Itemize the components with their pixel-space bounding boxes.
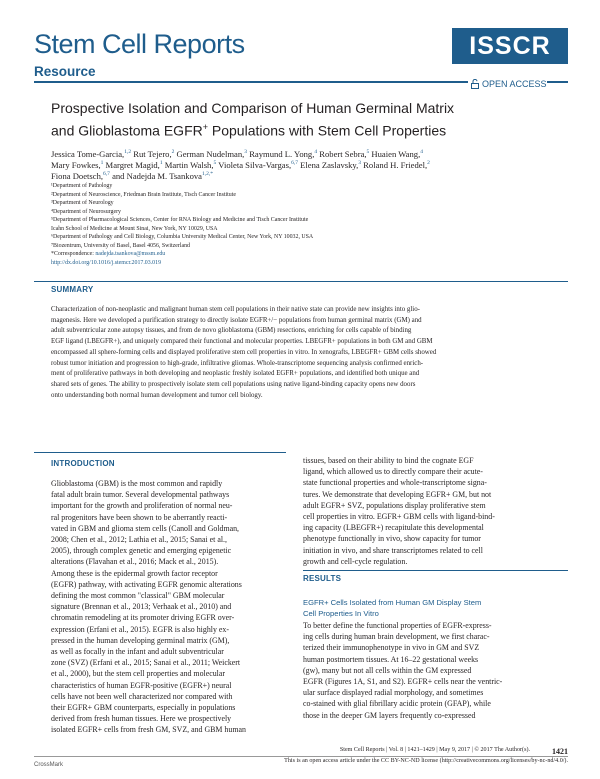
affiliation: ⁷Biozentrum, University of Basel, Basel 4056, Switzerland	[51, 242, 190, 249]
introduction-line: growth and cell-cycle regulation.	[303, 556, 408, 566]
author-text: Rut Tejero,	[131, 148, 172, 159]
introduction-line: fatal adult brain tumor. Several developmental pathways	[51, 490, 230, 500]
author-affiliation-marker: 5	[213, 160, 217, 166]
summary-line: shared sets of genes. The ability to prospectively isolate stem cell populations using native ligand-binding capacity opens new doors	[51, 380, 416, 388]
introduction-line: their EGFR+ GBM counterparts, especially in populations	[51, 703, 236, 713]
introduction-line: cell properties in vitro. EGFR+ GBM cells with ligand-bind-	[303, 512, 495, 522]
affiliation: ⁴Department of Neurosurgery	[51, 208, 121, 215]
author-text: and Nadejda M. Tsankova	[109, 170, 202, 181]
introduction-line: ral progenitors have been shown to be aberrantly reacti-	[51, 512, 228, 522]
introduction-line: cells have not been well characterized nor compared with	[51, 691, 233, 701]
affiliation: ¹Department of Pathology	[51, 183, 113, 189]
doi-link[interactable]: http://dx.doi.org/10.1016/j.stemcr.2017.03.019	[51, 259, 162, 266]
correspondence-email-link[interactable]: nadejda.tsankova@mssm.edu	[95, 251, 166, 257]
summary-line: magenesis. Here we developed a purification strategy to directly isolate EGFR+/− populations from human germinal matrix (GM) and	[51, 316, 422, 324]
introduction-line: alterations (Flavahan et al., 2016; Mack et al., 2015).	[51, 557, 219, 567]
introduction-line: isolated EGFR+ cells from fresh GM, SVZ, and GBM human	[51, 725, 246, 735]
introduction-line: Among these is the epidermal growth factor receptor	[51, 568, 218, 578]
results-line: ing cells during human brain development, we first charac-	[303, 632, 490, 642]
section-label: Resource	[34, 64, 96, 79]
introduction-line: phenotype functionally in vivo, show capacity for tumor	[303, 534, 481, 544]
summary-line: EGF ligand (LBEGFR+), and uniquely compared their functional and molecular properties. LBEGFR+ populations in both GM and GBM	[51, 338, 433, 346]
introduction-line: characteristics of human EGFR-positive (EGFR+) neural	[51, 680, 232, 690]
introduction-line: 2005), through complex genetic and emerging epigenetic	[51, 546, 232, 556]
author-text: Raymund L. Yong,	[247, 148, 315, 159]
introduction-line: defining the most common "classical" GBM molecular	[51, 591, 225, 601]
introduction-rule	[34, 452, 286, 453]
affiliation: ²Department of Neuroscience, Friedman Brain Institute, Tisch Cancer Institute	[51, 191, 236, 198]
introduction-heading: INTRODUCTION	[51, 459, 115, 468]
author-text: Fiona Doetsch,	[51, 170, 104, 181]
author-line-3	[51, 169, 571, 182]
author-affiliation-marker: 3	[358, 160, 362, 166]
results-line: co-stained with glial fibrillary acidic protein (GFAP), while	[303, 699, 491, 709]
introduction-left-column	[51, 478, 286, 736]
results-line: ular surface displayed radial morphology, and sometimes	[303, 688, 484, 698]
introduction-line: 2008; Chen et al., 2012; Lathia et al., 2015; Sanai et al.,	[51, 535, 227, 545]
introduction-line: tissues, based on their ability to bind the cognate EGF	[303, 456, 474, 465]
author-text: Jessica Tome-Garcia,	[51, 148, 125, 159]
results-line: To better define the functional properties of EGFR-express-	[303, 621, 492, 630]
summary-line: onto understanding both normal human development and tumor cell biology.	[51, 391, 263, 399]
introduction-line: signature (Brennan et al., 2013; Verhaak et al., 2010) and	[51, 602, 232, 612]
results-line: (gw), many but not all cells within the GM expressed	[303, 665, 472, 675]
author-affiliation-marker: 5	[366, 149, 370, 155]
introduction-line: as well as focally in the infant and adult subventricular	[51, 647, 224, 657]
author-affiliation-marker: 6,7	[291, 160, 298, 166]
author-affiliation-marker: 1,2	[124, 149, 132, 155]
introduction-line: chromatin remodeling at its promoter driving EGFR over-	[51, 613, 235, 623]
introduction-line: state functional properties and whole-transcriptome signa-	[303, 478, 487, 488]
introduction-line: vated in GBM and glioma stem cells (Canoll and Goldman,	[51, 523, 240, 533]
introduction-line: pressed in the human developing germinal matrix (GM),	[51, 635, 230, 645]
affiliation: ³Department of Neurology	[51, 200, 114, 206]
introduction-line: tures. We demonstrate that developing EGFR+ GM, but not	[303, 489, 492, 499]
summary-rule	[34, 281, 568, 282]
open-access-label: OPEN ACCESS	[482, 79, 547, 89]
results-rule	[303, 570, 568, 571]
author-text: Roland H. Friedel,	[361, 159, 428, 170]
author-text: German Nudelman,	[174, 148, 245, 159]
page-number: 1421	[552, 747, 568, 756]
introduction-line: adult EGFR+ SVZ, populations display proliferative stem	[303, 500, 486, 510]
author-text: Mary Fowkes,	[51, 159, 101, 170]
footer-citation: Stem Cell Reports | Vol. 8 | 1421–1429 | May 9, 2017 | © 2017 The Author(s).	[339, 747, 530, 753]
introduction-line: zone (SVZ) (Erfani et al., 2015; Sanai et al., 2011; Weickert	[51, 658, 241, 668]
introduction-line: initiation in vivo, and share transcriptomes related to cell	[303, 545, 483, 555]
summary-line: robust tumor initiation and progression to high-grade, infiltrative gliomas. Whole-transcriptome sequencing analysis confirmed enrich-	[51, 359, 424, 367]
journal-name: Stem Cell Reports	[34, 29, 245, 59]
author-affiliation-marker: 3	[244, 149, 248, 155]
results-line: EGFR (Figures 1A, S1, and S2). EGFR+ cells near the ventric-	[303, 677, 503, 687]
crossmark-logo[interactable]: CrossMark	[34, 762, 64, 768]
introduction-line: important for the growth and proliferation of normal neu-	[51, 501, 233, 511]
article-title	[51, 99, 561, 141]
author-affiliation-marker: 4	[420, 149, 423, 155]
footer-rule	[34, 756, 568, 757]
affiliation: Icahn School of Medicine at Mount Sinai, New York, NY 10029, USA	[51, 225, 218, 232]
affiliation: ⁶Department of Pathology and Cell Biology, Columbia University Medical Center, New York, NY 10032, USA	[51, 234, 314, 240]
introduction-line: (EGFR) pathway, with activating EGFR genomic alterations	[51, 579, 242, 589]
summary-line: adult subventricular zone autopsy tissues, and from de novo glioblastoma (GBM) resections, enriching for cells capable of binding	[51, 327, 412, 335]
author-text: Elena Zaslavsky,	[297, 159, 359, 170]
summary-line: Characterization of non-neoplastic and malignant human stem cell populations in their native state can provide new insights into glio-	[51, 306, 420, 313]
introduction-line: derived from fresh human tissues. Here we prospectively	[51, 714, 232, 724]
introduction-line: expression (Erfani et al., 2015). EGFR is also highly ex-	[51, 624, 229, 634]
summary-line: ment of proliferative pathways in both developing and neoplastic freshly isolated EGFR+ populations, and identified both unique and	[51, 370, 420, 378]
summary-line: encompassed all sphere-forming cells and displayed proliferative stem cell properties in vitro. In xenografts, LBEGFR+ GBM cells showed	[51, 348, 437, 356]
author-affiliation-marker: 6,7	[103, 171, 110, 177]
author-affiliation-marker: 2	[171, 149, 175, 155]
author-text: Huaien Wang,	[369, 148, 421, 159]
author-text: Robert Sebra,	[317, 148, 367, 159]
author-affiliation-marker: 1	[159, 160, 163, 166]
open-lock-icon	[471, 79, 479, 89]
results-line: terized their immunophenotype in vivo in GM and SVZ	[303, 643, 480, 653]
isscr-logo: ISSCR	[452, 28, 568, 64]
results-line: human postmortem tissues. At 16–22 gestational weeks	[303, 654, 479, 664]
author-affiliation-marker: 4	[314, 149, 318, 155]
results-subheading-2: Cell Properties In Vitro	[303, 609, 379, 618]
author-affiliation-marker: 2	[427, 160, 430, 166]
doi	[51, 259, 571, 268]
author-text: Martin Walsh,	[162, 159, 214, 170]
introduction-line: ligand, which allowed us to directly compare their acute-	[303, 467, 483, 477]
open-access-badge	[468, 79, 547, 89]
author-affiliation-marker: 1,2,*	[202, 171, 213, 177]
results-body	[303, 620, 568, 721]
results-subheading-1: EGFR+ Cells Isolated from Human GM Display Stem	[303, 598, 482, 607]
introduction-line: et al., 2000), but the stem cell properties and molecular	[51, 669, 225, 679]
author-text: Margret Magid,	[103, 159, 160, 170]
correspondence: *Correspondence: nadejda.tsankova@mssm.edu	[51, 251, 166, 257]
title-line-2: and Glioblastoma EGFR+ Populations with Stem Cell Properties	[51, 122, 447, 139]
author-affiliation-marker: 1	[100, 160, 104, 166]
affiliation: ⁵Department of Pharmacological Sciences, Center for RNA Biology and Medicine and Tisch Cancer Institute	[51, 217, 309, 223]
introduction-right-column	[303, 455, 568, 567]
footer-license: This is an open access article under the CC BY-NC-ND license (http://creativecommons.org/licenses/by-nc-nd/4.0/).	[284, 758, 568, 764]
results-heading: RESULTS	[303, 574, 342, 583]
results-line: those in the deeper GM layers frequently co-expressed	[303, 710, 476, 720]
introduction-line: Glioblastoma (GBM) is the most common and rapidly	[51, 479, 223, 488]
summary-heading: SUMMARY	[51, 285, 94, 294]
author-text: Violeta Silva-Vargas,	[216, 159, 292, 170]
title-line-1: Prospective Isolation and Comparison of Human Germinal Matrix	[51, 100, 455, 116]
introduction-line: ing capacity (LBEGFR+) recapitulate this developmental	[303, 523, 484, 533]
